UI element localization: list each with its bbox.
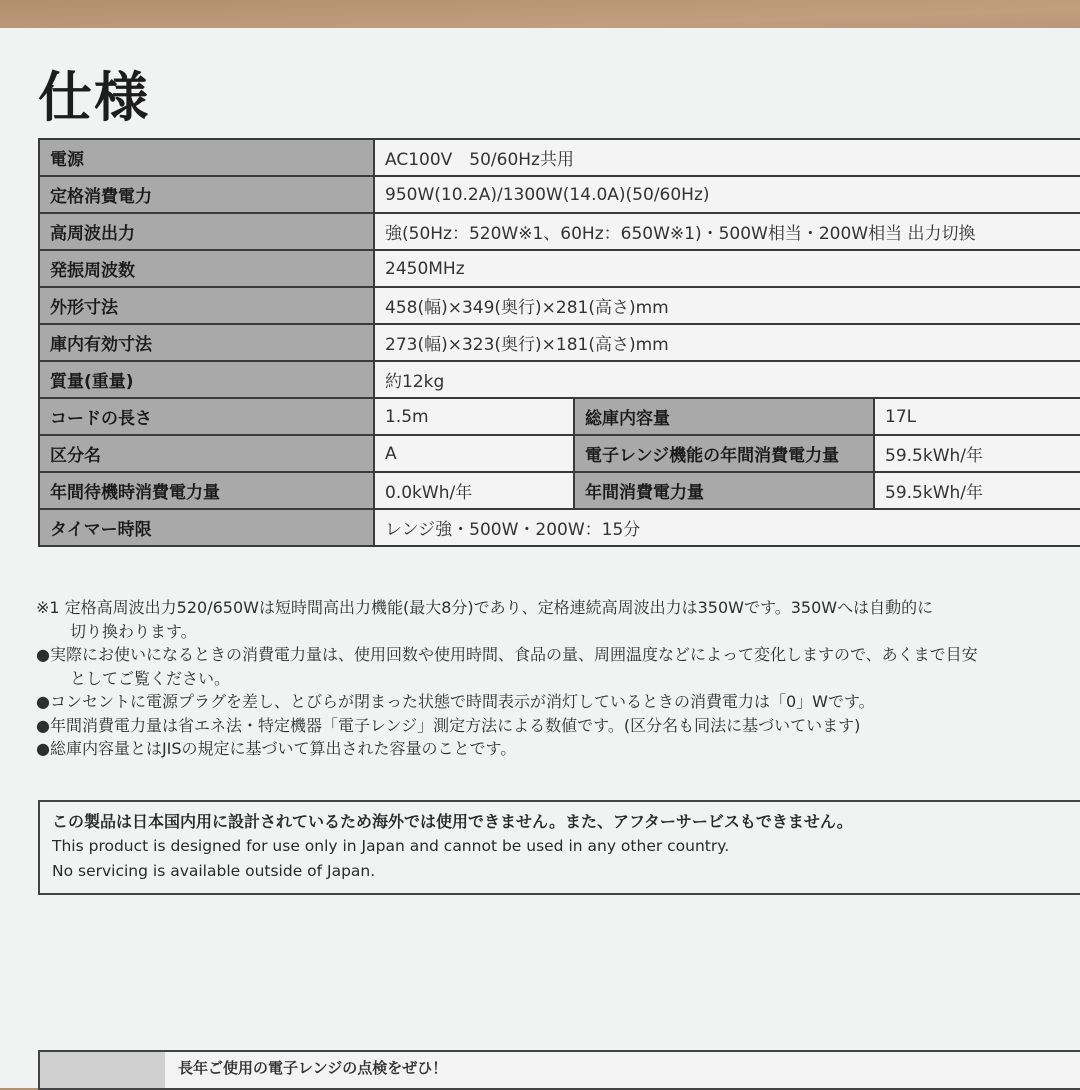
- note-energy-continued: としてご覧ください。: [70, 668, 231, 688]
- note-energy: ●実際にお使いになるときの消費電力量は、使用回数や使用時間、食品の量、周囲温度などによって変化しますので、あくまで目安: [36, 645, 978, 664]
- banner-block: [40, 1052, 165, 1088]
- footnote-1: ※1 定格高周波出力520/650Wは短時間高出力機能(最大8分)であり、定格連続高周波出力は350Wです。350Wへは自動的に: [36, 598, 934, 617]
- spec-value: 59.5kWh/年: [874, 472, 1080, 509]
- inspection-banner: [38, 1050, 1080, 1090]
- spec-row-cord: [39, 398, 1080, 435]
- spec-label: 定格消費電力: [39, 176, 374, 213]
- spec-value: 273(幅)×323(奥行)×181(高さ)mm: [374, 324, 1080, 361]
- spec-row-category: [39, 435, 1080, 472]
- spec-row-frequency: [39, 250, 1080, 287]
- spec-label: 庫内有効寸法: [39, 324, 374, 361]
- notice-japanese: この製品は日本国内用に設計されているため海外では使用できません。また、アフターサービスもできません。: [52, 812, 853, 831]
- spec-row-output: [39, 213, 1080, 250]
- banner-heading: 長年ご使用の電子レンジの点検をぜひ！: [178, 1059, 448, 1077]
- spec-label: 年間待機時消費電力量: [39, 472, 374, 509]
- domestic-use-notice: [38, 800, 1080, 895]
- spec-label: 高周波出力: [39, 213, 374, 250]
- spec-label: 年間消費電力量: [574, 472, 874, 509]
- spec-row-dimensions: [39, 287, 1080, 324]
- spec-label: タイマー時限: [39, 509, 374, 546]
- spec-label: 電子レンジ機能の年間消費電力量: [574, 435, 874, 472]
- spec-value: 17L: [874, 398, 1080, 435]
- spec-value: 59.5kWh/年: [874, 435, 1080, 472]
- spec-label: 発振周波数: [39, 250, 374, 287]
- spec-label: コードの長さ: [39, 398, 374, 435]
- footnote-1-continued: 切り換わります。: [70, 621, 197, 641]
- spec-label: 区分名: [39, 435, 374, 472]
- spec-value: A: [374, 435, 574, 472]
- spec-row-power: [39, 139, 1080, 176]
- spec-value: レンジ強・500W・200W：15分: [374, 509, 1080, 546]
- spec-table: [38, 138, 1080, 547]
- spec-row-rated-power: [39, 176, 1080, 213]
- spec-row-standby-energy: [39, 472, 1080, 509]
- spec-value: AC100V 50/60Hz共用: [374, 139, 1080, 176]
- note-capacity: ●総庫内容量とはJISの規定に基づいて算出された容量のことです。: [36, 739, 517, 758]
- note-standby: ●コンセントに電源プラグを差し、とびらが閉まった状態で時間表示が消灯しているときの消費電力は「0」Wです。: [36, 692, 875, 711]
- spec-label: 外形寸法: [39, 287, 374, 324]
- spec-value: 1.5m: [374, 398, 574, 435]
- spec-value: 約12kg: [374, 361, 1080, 398]
- notice-english-line1: This product is designed for use only in Japan and cannot be used in any other country.: [52, 837, 730, 855]
- spec-label: 電源: [39, 139, 374, 176]
- spec-row-weight: [39, 361, 1080, 398]
- spec-value: 強(50Hz：520W※1、60Hz：650W※1)・500W相当・200W相当 出力切換: [374, 213, 1080, 250]
- spec-value: 0.0kWh/年: [374, 472, 574, 509]
- spec-value: 950W(10.2A)/1300W(14.0A)(50/60Hz): [374, 176, 1080, 213]
- page-title: 仕様: [38, 66, 150, 129]
- spec-row-inner-dimensions: [39, 324, 1080, 361]
- spec-label: 総庫内容量: [574, 398, 874, 435]
- note-measurement: ●年間消費電力量は省エネ法・特定機器「電子レンジ」測定方法による数値です。(区分名も同法に基づいています): [36, 715, 861, 735]
- spec-row-timer: [39, 509, 1080, 546]
- notice-english-line2: No servicing is available outside of Japan.: [52, 862, 376, 880]
- spec-label: 質量(重量): [39, 361, 374, 398]
- spec-value: 2450MHz: [374, 250, 1080, 287]
- footnotes: [36, 596, 1080, 761]
- spec-value: 458(幅)×349(奥行)×281(高さ)mm: [374, 287, 1080, 324]
